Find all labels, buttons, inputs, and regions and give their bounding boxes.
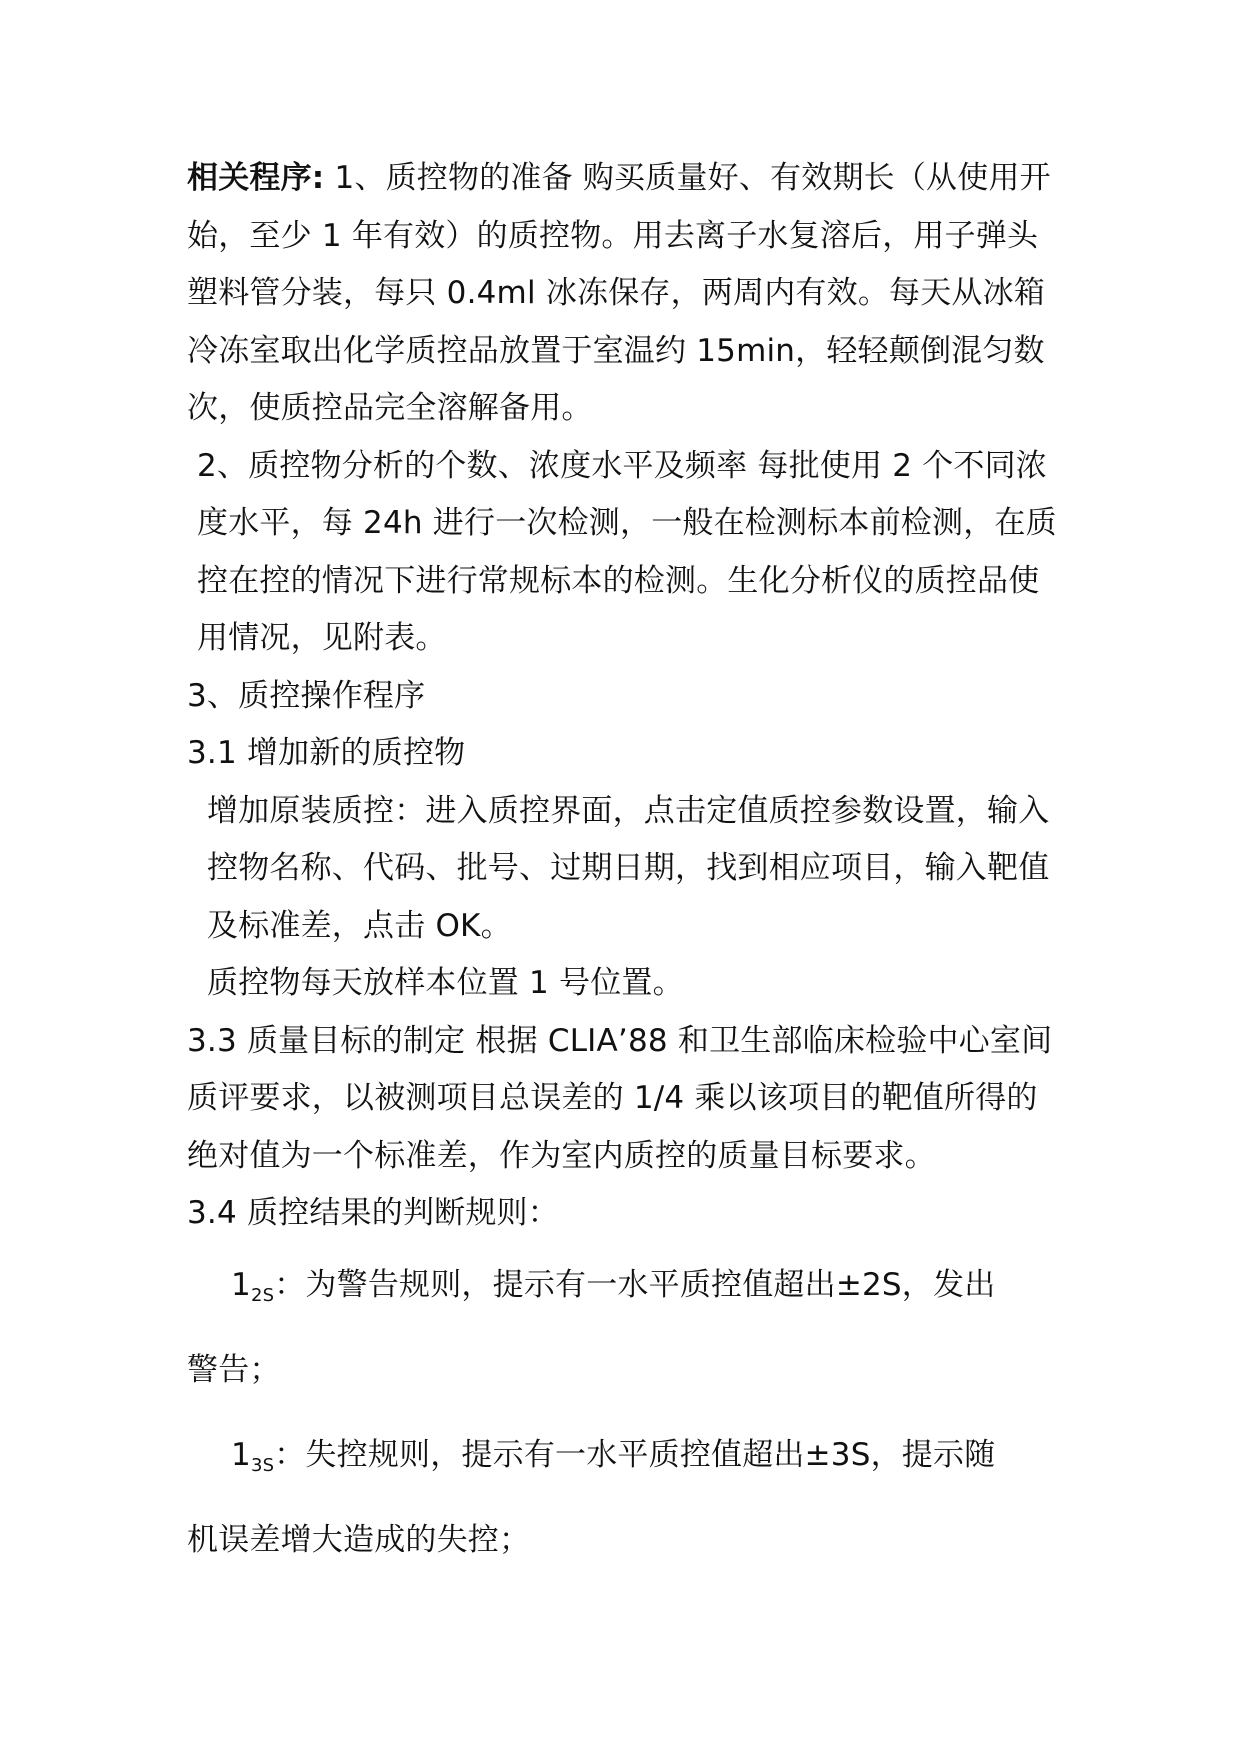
rule-1-continuation: 警告； <box>187 1351 281 1388</box>
rule-1-main: 1 <box>231 1266 251 1303</box>
rule-2-sub: 3S <box>250 1454 275 1476</box>
rule-2-text: ：失控规则，提示有一水平质控值超出±3S，提示随 <box>274 1436 996 1473</box>
rule-2-main: 1 <box>231 1436 251 1473</box>
document-body <box>187 150 1067 1583</box>
paragraph-6: 质控物每天放样本位置 1 号位置。 <box>207 965 684 1001</box>
rule-1-text: ：为警告规则，提示有一水平质控值超出±2S，发出 <box>274 1266 996 1303</box>
paragraph-1 <box>187 150 1067 438</box>
paragraph-3: 3、质控操作程序 <box>187 677 426 714</box>
rule-1-sub: 2S <box>250 1284 275 1306</box>
paragraph-1-text: 1、质控物的准备 购买质量好、有效期长（从使用开始，至少 1 年有效）的质控物。用去离子水复溶后，用子弹头塑料管分装，每只 0.4ml 冰冻保存，两周内有效。每天从冰箱冷冻室取出化学质控品放置于室温约 15min，轻轻颠倒混匀数次，使质控品完全溶解备用。 <box>187 160 1051 426</box>
paragraph-5: 增加原装质控：进入质控界面，点击定值质控参数设置，输入控物名称、代码、批号、过期日期，找到相应项目，输入靶值及标准差，点击 OK。 <box>207 792 1050 944</box>
rule-2-continuation: 机误差增大造成的失控； <box>187 1521 531 1558</box>
rule-2 <box>187 1413 1067 1498</box>
paragraph-2: 2、质控物分析的个数、浓度水平及频率 每批使用 2 个不同浓度水平，每 24h 进行一次检测，一般在检测标本前检测，在质控在控的情况下进行常规标本的检测。生化分析仪的质控品使用情况，见附表。 <box>197 447 1057 656</box>
intro-label: 相关程序: <box>187 160 325 196</box>
paragraph-8: 3.4 质控结果的判断规则： <box>187 1195 559 1231</box>
rule-1 <box>187 1243 1067 1328</box>
paragraph-7: 3.3 质量目标的制定 根据 CLIA’88 和卫生部临床检验中心室间质评要求，以被测项目总误差的 1/4 乘以该项目的靶值所得的绝对值为一个标准差，作为室内质控的质量目标要求。 <box>187 1022 1053 1174</box>
paragraph-4: 3.1 增加新的质控物 <box>187 735 466 771</box>
